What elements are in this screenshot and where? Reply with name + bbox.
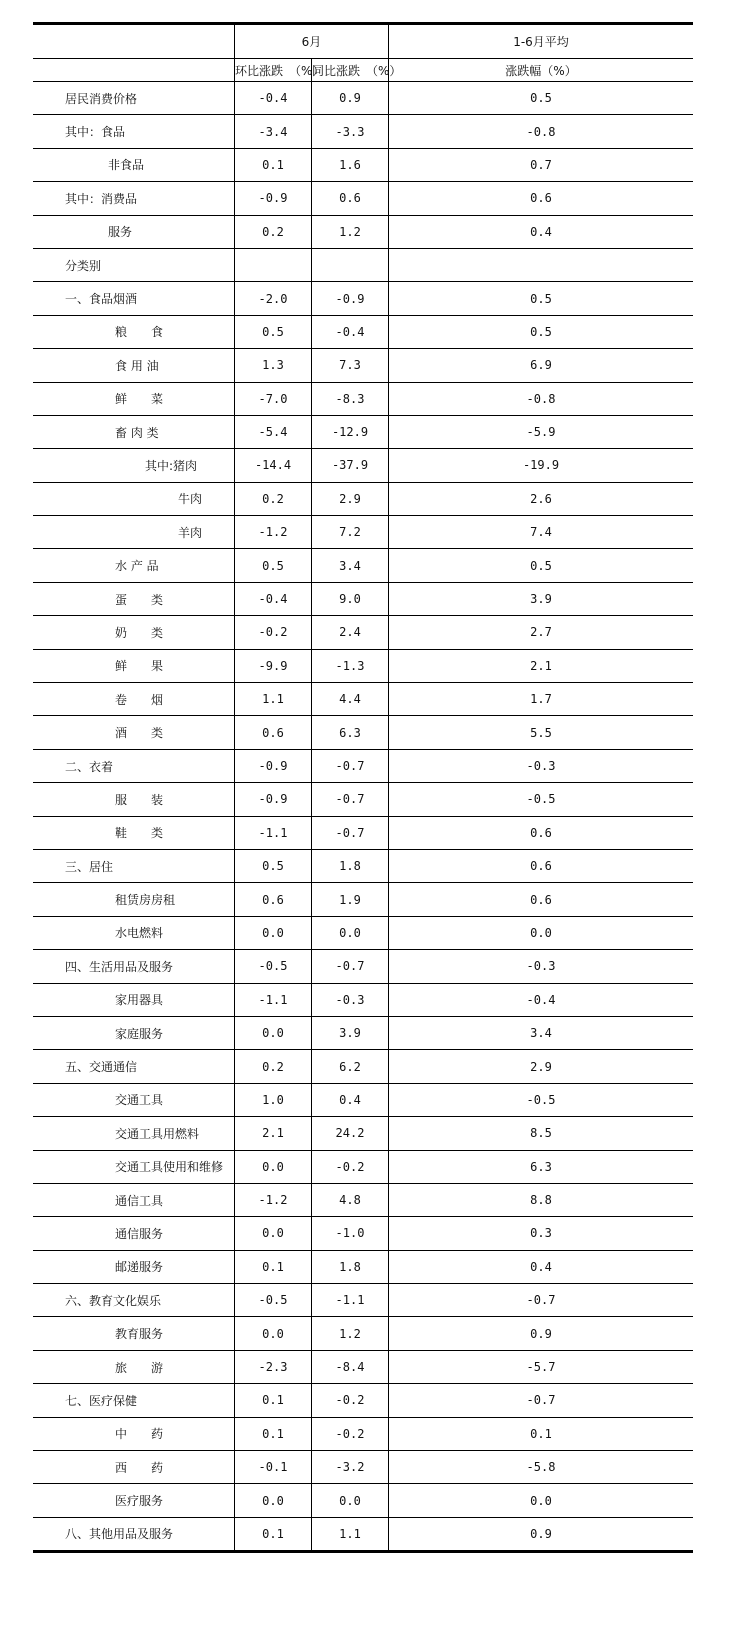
mom-value: -0.9 xyxy=(235,182,312,215)
yoy-value: -8.3 xyxy=(312,382,389,415)
row-label: 居民消费价格 xyxy=(33,82,235,115)
row-label: 交通工具用燃料 xyxy=(33,1117,235,1150)
header-row-groups xyxy=(33,24,693,59)
mom-value: 2.1 xyxy=(235,1117,312,1150)
avg-value: -0.7 xyxy=(389,1384,694,1417)
avg-value: 3.9 xyxy=(389,582,694,615)
table-row xyxy=(33,649,693,682)
yoy-value: -0.7 xyxy=(312,816,389,849)
avg-value: 6.9 xyxy=(389,349,694,382)
table-row xyxy=(33,883,693,916)
mom-value: -0.1 xyxy=(235,1451,312,1484)
row-label: 二、衣着 xyxy=(33,749,235,782)
yoy-value: 0.0 xyxy=(312,1484,389,1517)
table-row xyxy=(33,916,693,949)
row-label: 交通工具 xyxy=(33,1083,235,1116)
yoy-value: -1.1 xyxy=(312,1284,389,1317)
yoy-value: -0.7 xyxy=(312,749,389,782)
yoy-value: -0.2 xyxy=(312,1417,389,1450)
row-label: 交通工具使用和维修 xyxy=(33,1150,235,1183)
table-row xyxy=(33,582,693,615)
header-yoy: 同比涨跌 （%） xyxy=(312,59,389,82)
header-row-columns xyxy=(33,59,693,82)
yoy-value: 2.9 xyxy=(312,482,389,515)
row-label: 服务 xyxy=(33,215,235,248)
yoy-value: 1.2 xyxy=(312,215,389,248)
row-label: 通信服务 xyxy=(33,1217,235,1250)
mom-value: 0.2 xyxy=(235,1050,312,1083)
header-corner-lower xyxy=(33,59,235,82)
mom-value: -7.0 xyxy=(235,382,312,415)
avg-value: -0.3 xyxy=(389,749,694,782)
table-row xyxy=(33,716,693,749)
yoy-value: -1.3 xyxy=(312,649,389,682)
row-label: 鲜 菜 xyxy=(33,382,235,415)
row-label: 一、食品烟酒 xyxy=(33,282,235,315)
mom-value: -0.5 xyxy=(235,950,312,983)
header-group-month: 6月 xyxy=(235,24,389,59)
row-label: 羊肉 xyxy=(33,516,235,549)
table-row xyxy=(33,449,693,482)
table-row xyxy=(33,182,693,215)
avg-value: 0.6 xyxy=(389,182,694,215)
yoy-value: 7.2 xyxy=(312,516,389,549)
table-row xyxy=(33,382,693,415)
table-row xyxy=(33,115,693,148)
table-row xyxy=(33,215,693,248)
row-label: 服 装 xyxy=(33,783,235,816)
table-row xyxy=(33,783,693,816)
mom-value: -0.9 xyxy=(235,749,312,782)
yoy-value: 1.8 xyxy=(312,1250,389,1283)
mom-value: -1.2 xyxy=(235,1183,312,1216)
table-row xyxy=(33,1350,693,1383)
header-group-avg: 1-6月平均 xyxy=(389,24,694,59)
table-row xyxy=(33,1417,693,1450)
mom-value: -3.4 xyxy=(235,115,312,148)
yoy-value: -1.0 xyxy=(312,1217,389,1250)
avg-value: 5.5 xyxy=(389,716,694,749)
avg-value: 2.7 xyxy=(389,616,694,649)
yoy-value: 0.0 xyxy=(312,916,389,949)
yoy-value: -8.4 xyxy=(312,1350,389,1383)
row-label: 邮递服务 xyxy=(33,1250,235,1283)
row-label: 家庭服务 xyxy=(33,1016,235,1049)
header-corner xyxy=(33,24,235,59)
yoy-value: -0.7 xyxy=(312,950,389,983)
table-row xyxy=(33,1384,693,1417)
row-label: 鞋 类 xyxy=(33,816,235,849)
avg-value: 0.7 xyxy=(389,148,694,181)
avg-value: 0.0 xyxy=(389,916,694,949)
yoy-value: 0.9 xyxy=(312,82,389,115)
yoy-value: -0.3 xyxy=(312,983,389,1016)
avg-value: 0.9 xyxy=(389,1317,694,1350)
avg-value: 0.1 xyxy=(389,1417,694,1450)
mom-value: 1.3 xyxy=(235,349,312,382)
avg-value: -0.8 xyxy=(389,115,694,148)
mom-value: 0.0 xyxy=(235,1217,312,1250)
yoy-value: -0.7 xyxy=(312,783,389,816)
yoy-value: 3.9 xyxy=(312,1016,389,1049)
yoy-value: 1.1 xyxy=(312,1517,389,1551)
row-label: 六、教育文化娱乐 xyxy=(33,1284,235,1317)
yoy-value: 6.3 xyxy=(312,716,389,749)
table-row xyxy=(33,749,693,782)
avg-value: 0.6 xyxy=(389,849,694,882)
mom-value: 0.0 xyxy=(235,1016,312,1049)
row-label: 粮 食 xyxy=(33,315,235,348)
mom-value: 0.5 xyxy=(235,549,312,582)
table-row xyxy=(33,849,693,882)
avg-value: -0.7 xyxy=(389,1284,694,1317)
table-row xyxy=(33,1517,693,1551)
row-label: 分类别 xyxy=(33,248,235,281)
row-label: 其中:猪肉 xyxy=(33,449,235,482)
avg-value: -0.5 xyxy=(389,1083,694,1116)
table-row xyxy=(33,82,693,115)
avg-value: -0.3 xyxy=(389,950,694,983)
mom-value: -1.2 xyxy=(235,516,312,549)
row-label: 牛肉 xyxy=(33,482,235,515)
row-label: 水电燃料 xyxy=(33,916,235,949)
row-label: 奶 类 xyxy=(33,616,235,649)
avg-value: 7.4 xyxy=(389,516,694,549)
mom-value: -5.4 xyxy=(235,415,312,448)
yoy-value: 24.2 xyxy=(312,1117,389,1150)
row-label: 五、交通通信 xyxy=(33,1050,235,1083)
mom-value: -0.5 xyxy=(235,1284,312,1317)
avg-value: 6.3 xyxy=(389,1150,694,1183)
mom-value: 0.6 xyxy=(235,883,312,916)
mom-value: 0.1 xyxy=(235,148,312,181)
table-row xyxy=(33,1117,693,1150)
avg-value xyxy=(389,248,694,281)
row-label: 家用器具 xyxy=(33,983,235,1016)
mom-value: -0.4 xyxy=(235,582,312,615)
row-label: 非食品 xyxy=(33,148,235,181)
mom-value: 0.2 xyxy=(235,482,312,515)
mom-value: 0.0 xyxy=(235,1317,312,1350)
mom-value: 0.1 xyxy=(235,1384,312,1417)
mom-value: -0.2 xyxy=(235,616,312,649)
avg-value: -5.9 xyxy=(389,415,694,448)
yoy-value: 1.8 xyxy=(312,849,389,882)
yoy-value: -37.9 xyxy=(312,449,389,482)
avg-value: 0.4 xyxy=(389,1250,694,1283)
table-row xyxy=(33,415,693,448)
avg-value: 0.6 xyxy=(389,883,694,916)
table-row xyxy=(33,1484,693,1517)
yoy-value: -0.2 xyxy=(312,1384,389,1417)
header-avg: 涨跌幅（%） xyxy=(389,59,694,82)
mom-value: 0.0 xyxy=(235,1484,312,1517)
table-row xyxy=(33,1050,693,1083)
avg-value: -5.7 xyxy=(389,1350,694,1383)
avg-value: 0.3 xyxy=(389,1217,694,1250)
avg-value: -5.8 xyxy=(389,1451,694,1484)
mom-value: -2.3 xyxy=(235,1350,312,1383)
table-row xyxy=(33,315,693,348)
yoy-value xyxy=(312,248,389,281)
table-row xyxy=(33,549,693,582)
table-row xyxy=(33,683,693,716)
mom-value: 0.1 xyxy=(235,1250,312,1283)
row-label: 医疗服务 xyxy=(33,1484,235,1517)
mom-value: 1.1 xyxy=(235,683,312,716)
avg-value: -0.5 xyxy=(389,783,694,816)
row-label: 卷 烟 xyxy=(33,683,235,716)
yoy-value: -0.4 xyxy=(312,315,389,348)
header-mom: 环比涨跌 （%） xyxy=(235,59,312,82)
table-row xyxy=(33,616,693,649)
yoy-value: -0.9 xyxy=(312,282,389,315)
row-label: 旅 游 xyxy=(33,1350,235,1383)
mom-value: 0.5 xyxy=(235,315,312,348)
mom-value: -0.4 xyxy=(235,82,312,115)
row-label: 教育服务 xyxy=(33,1317,235,1350)
row-label: 酒 类 xyxy=(33,716,235,749)
avg-value: -0.4 xyxy=(389,983,694,1016)
row-label: 鲜 果 xyxy=(33,649,235,682)
table-row xyxy=(33,1217,693,1250)
row-label: 畜 肉 类 xyxy=(33,415,235,448)
avg-value: 2.9 xyxy=(389,1050,694,1083)
yoy-value: 4.8 xyxy=(312,1183,389,1216)
avg-value: 0.4 xyxy=(389,215,694,248)
table-row xyxy=(33,1016,693,1049)
row-label: 其中：食品 xyxy=(33,115,235,148)
table-row xyxy=(33,1250,693,1283)
avg-value: 8.8 xyxy=(389,1183,694,1216)
table-row xyxy=(33,1317,693,1350)
mom-value: 0.1 xyxy=(235,1417,312,1450)
mom-value: 0.6 xyxy=(235,716,312,749)
table-row xyxy=(33,950,693,983)
row-label: 其中：消费品 xyxy=(33,182,235,215)
table-row xyxy=(33,516,693,549)
avg-value: 1.7 xyxy=(389,683,694,716)
row-label: 三、居住 xyxy=(33,849,235,882)
avg-value: 0.9 xyxy=(389,1517,694,1551)
table-row xyxy=(33,482,693,515)
row-label: 水 产 品 xyxy=(33,549,235,582)
yoy-value: -3.2 xyxy=(312,1451,389,1484)
yoy-value: 4.4 xyxy=(312,683,389,716)
mom-value xyxy=(235,248,312,281)
yoy-value: -0.2 xyxy=(312,1150,389,1183)
yoy-value: -12.9 xyxy=(312,415,389,448)
cpi-table xyxy=(33,22,693,1553)
avg-value: 0.5 xyxy=(389,549,694,582)
yoy-value: 1.2 xyxy=(312,1317,389,1350)
row-label: 西 药 xyxy=(33,1451,235,1484)
yoy-value: 0.4 xyxy=(312,1083,389,1116)
yoy-value: 9.0 xyxy=(312,582,389,615)
row-label: 八、其他用品及服务 xyxy=(33,1517,235,1551)
table-row xyxy=(33,1183,693,1216)
yoy-value: 1.9 xyxy=(312,883,389,916)
mom-value: -1.1 xyxy=(235,816,312,849)
table-row xyxy=(33,1083,693,1116)
yoy-value: 1.6 xyxy=(312,148,389,181)
mom-value: -14.4 xyxy=(235,449,312,482)
avg-value: 3.4 xyxy=(389,1016,694,1049)
table-row xyxy=(33,816,693,849)
yoy-value: -3.3 xyxy=(312,115,389,148)
row-label: 蛋 类 xyxy=(33,582,235,615)
table-row xyxy=(33,983,693,1016)
yoy-value: 0.6 xyxy=(312,182,389,215)
mom-value: 0.5 xyxy=(235,849,312,882)
avg-value: 0.6 xyxy=(389,816,694,849)
avg-value: 8.5 xyxy=(389,1117,694,1150)
avg-value: 2.1 xyxy=(389,649,694,682)
mom-value: -2.0 xyxy=(235,282,312,315)
avg-value: 0.5 xyxy=(389,82,694,115)
row-label: 四、生活用品及服务 xyxy=(33,950,235,983)
mom-value: 0.0 xyxy=(235,1150,312,1183)
mom-value: 0.2 xyxy=(235,215,312,248)
yoy-value: 3.4 xyxy=(312,549,389,582)
avg-value: 2.6 xyxy=(389,482,694,515)
mom-value: 1.0 xyxy=(235,1083,312,1116)
mom-value: 0.0 xyxy=(235,916,312,949)
table-row xyxy=(33,248,693,281)
yoy-value: 7.3 xyxy=(312,349,389,382)
table-row xyxy=(33,1451,693,1484)
avg-value: 0.5 xyxy=(389,282,694,315)
mom-value: 0.1 xyxy=(235,1517,312,1551)
table-row xyxy=(33,349,693,382)
row-label: 租赁房房租 xyxy=(33,883,235,916)
row-label: 中 药 xyxy=(33,1417,235,1450)
row-label: 食 用 油 xyxy=(33,349,235,382)
table-row xyxy=(33,282,693,315)
avg-value: 0.0 xyxy=(389,1484,694,1517)
mom-value: -0.9 xyxy=(235,783,312,816)
avg-value: -0.8 xyxy=(389,382,694,415)
row-label: 通信工具 xyxy=(33,1183,235,1216)
avg-value: -19.9 xyxy=(389,449,694,482)
yoy-value: 6.2 xyxy=(312,1050,389,1083)
row-label: 七、医疗保健 xyxy=(33,1384,235,1417)
table-row xyxy=(33,148,693,181)
avg-value: 0.5 xyxy=(389,315,694,348)
table-row xyxy=(33,1150,693,1183)
mom-value: -1.1 xyxy=(235,983,312,1016)
table-row xyxy=(33,1284,693,1317)
mom-value: -9.9 xyxy=(235,649,312,682)
yoy-value: 2.4 xyxy=(312,616,389,649)
